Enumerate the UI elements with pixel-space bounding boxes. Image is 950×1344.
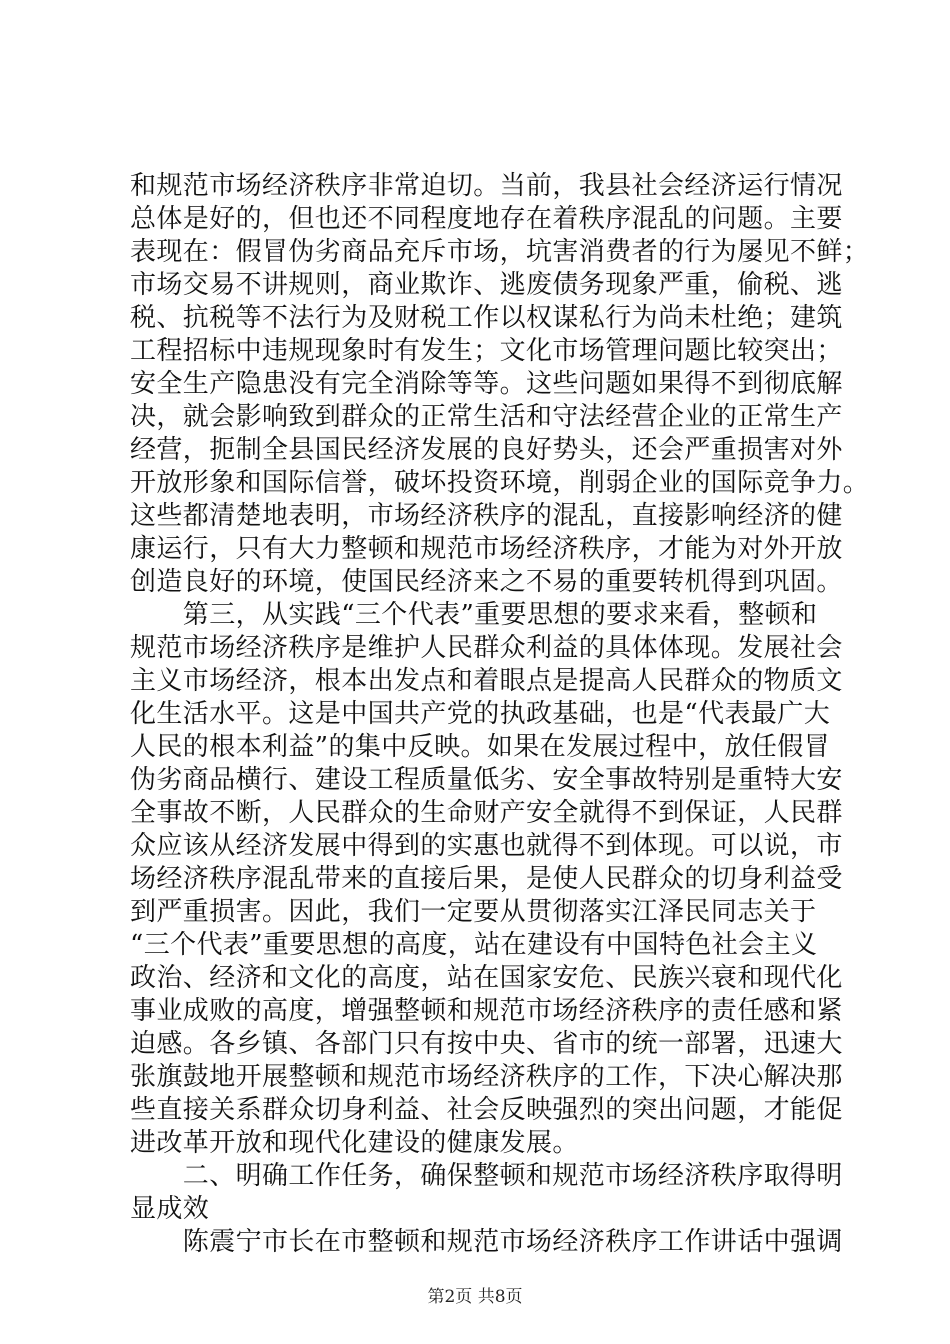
body-text-line: 伪劣商品横行、建设工程质量低劣、安全事故特别是重特大安 <box>130 765 843 795</box>
body-text-line: 人民的根本利益”的集中反映。如果在发展过程中，放任假冒 <box>130 732 831 762</box>
page-number-footer: 第2页 共8页 <box>427 1287 523 1307</box>
body-text-line: 场经济秩序混乱带来的直接后果，是使人民群众的切身利益受 <box>130 864 843 894</box>
body-text-line: 表现在：假冒伪劣商品充斥市场，坑害消费者的行为屡见不鲜； <box>130 237 870 267</box>
body-text-line: 和规范市场经济秩序非常迫切。当前，我县社会经济运行情况 <box>130 171 843 201</box>
body-text-line: 政治、经济和文化的高度，站在国家安危、民族兴衰和现代化 <box>130 963 843 993</box>
body-text-line: 安全生产隐患没有完全消除等等。这些问题如果得不到彻底解 <box>130 369 843 399</box>
body-text-line: 总体是好的，但也还不同程度地存在着秩序混乱的问题。主要 <box>130 204 843 234</box>
body-text-line: 决，就会影响致到群众的正常生活和守法经营企业的正常生产 <box>130 402 843 432</box>
body-text-line: 规范市场经济秩序是维护人民群众利益的具体体现。发展社会 <box>130 633 843 663</box>
body-text-line: “三个代表”重要思想的高度，站在建设有中国特色社会主义 <box>130 930 818 960</box>
body-text-line: 开放形象和国际信誉，破坏投资环境，削弱企业的国际竞争力。 <box>130 468 870 498</box>
body-text-line: 这些都清楚地表明，市场经济秩序的混乱，直接影响经济的健 <box>130 501 843 531</box>
body-text-line: 税、抗税等不法行为及财税工作以权谋私行为尚未杜绝；建筑 <box>130 303 843 333</box>
body-text-line: 经营，扼制全县国民经济发展的良好势头，还会严重损害对外 <box>130 435 843 465</box>
paragraph-first-line: 陈震宁市长在市整顿和规范市场经济秩序工作讲话中强调 <box>130 1227 843 1257</box>
section-heading-line: 显成效 <box>130 1194 210 1224</box>
body-text-line: 进改革开放和现代化建设的健康发展。 <box>130 1128 579 1158</box>
body-text-line: 迫感。各乡镇、各部门只有按中央、省市的统一部署，迅速大 <box>130 1029 843 1059</box>
paragraph-first-line: 第三，从实践“三个代表”重要思想的要求来看，整顿和 <box>130 600 818 630</box>
body-text-line: 化生活水平。这是中国共产党的执政基础，也是“代表最广大 <box>130 699 831 729</box>
body-text-line: 康运行，只有大力整顿和规范市场经济秩序，才能为对外开放 <box>130 534 843 564</box>
body-text-line: 创造良好的环境，使国民经济来之不易的重要转机得到巩固。 <box>130 567 843 597</box>
section-heading-line: 二、明确工作任务，确保整顿和规范市场经济秩序取得明 <box>130 1161 843 1191</box>
body-text-line: 众应该从经济发展中得到的实惠也就得不到体现。可以说，市 <box>130 831 843 861</box>
body-text-line: 张旗鼓地开展整顿和规范市场经济秩序的工作，下决心解决那 <box>130 1062 843 1092</box>
body-text-line: 些直接关系群众切身利益、社会反映强烈的突出问题，才能促 <box>130 1095 843 1125</box>
body-text-line: 事业成败的高度，增强整顿和规范市场经济秩序的责任感和紧 <box>130 996 843 1026</box>
body-text-line: 工程招标中违规现象时有发生；文化市场管理问题比较突出； <box>130 336 843 366</box>
body-text-line: 全事故不断，人民群众的生命财产安全就得不到保证，人民群 <box>130 798 843 828</box>
body-text-line: 到严重损害。因此，我们一定要从贯彻落实江泽民同志关于 <box>130 897 817 927</box>
body-text-line: 市场交易不讲规则，商业欺诈、逃废债务现象严重，偷税、逃 <box>130 270 843 300</box>
body-text-line: 主义市场经济，根本出发点和着眼点是提高人民群众的物质文 <box>130 666 843 696</box>
